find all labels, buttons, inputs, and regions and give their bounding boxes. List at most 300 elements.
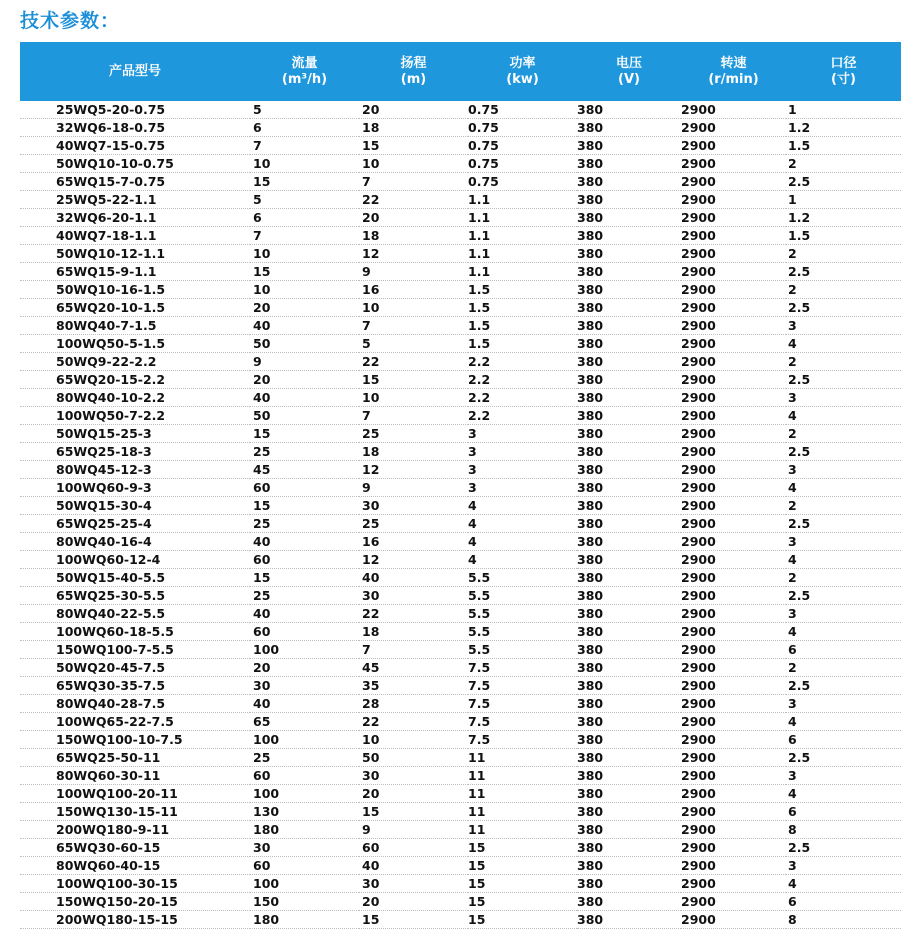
cell-diameter: 2.5 — [786, 839, 901, 857]
cell-voltage: 380 — [577, 101, 681, 119]
cell-head: 30 — [359, 497, 468, 515]
table-row — [20, 425, 901, 443]
cell-voltage: 380 — [577, 731, 681, 749]
cell-speed: 2900 — [681, 911, 786, 929]
table-row — [20, 785, 901, 803]
cell-diameter: 2.5 — [786, 263, 901, 281]
cell-speed: 2900 — [681, 677, 786, 695]
header-unit: (m) — [400, 71, 427, 87]
cell-speed: 2900 — [681, 497, 786, 515]
cell-model: 65WQ30-60-15 — [20, 839, 250, 857]
cell-model: 80WQ40-22-5.5 — [20, 605, 250, 623]
table-row — [20, 335, 901, 353]
cell-flow: 10 — [250, 245, 359, 263]
cell-flow: 15 — [250, 497, 359, 515]
cell-head: 35 — [359, 677, 468, 695]
cell-head: 15 — [359, 137, 468, 155]
table-body — [20, 101, 901, 929]
cell-speed: 2900 — [681, 443, 786, 461]
cell-speed: 2900 — [681, 803, 786, 821]
cell-head: 20 — [359, 101, 468, 119]
cell-model: 25WQ5-22-1.1 — [20, 191, 250, 209]
table-row — [20, 515, 901, 533]
cell-model: 50WQ10-10-0.75 — [20, 155, 250, 173]
cell-diameter: 6 — [786, 731, 901, 749]
table-row — [20, 371, 901, 389]
cell-model: 65WQ25-18-3 — [20, 443, 250, 461]
cell-flow: 180 — [250, 821, 359, 839]
cell-speed: 2900 — [681, 209, 786, 227]
cell-speed: 2900 — [681, 587, 786, 605]
cell-head: 22 — [359, 605, 468, 623]
cell-diameter: 6 — [786, 641, 901, 659]
table-row — [20, 137, 901, 155]
cell-power: 5.5 — [468, 605, 577, 623]
cell-diameter: 3 — [786, 605, 901, 623]
cell-diameter: 3 — [786, 317, 901, 335]
cell-flow: 20 — [250, 371, 359, 389]
cell-speed: 2900 — [681, 605, 786, 623]
table-row — [20, 155, 901, 173]
cell-head: 9 — [359, 263, 468, 281]
cell-diameter: 3 — [786, 533, 901, 551]
cell-speed: 2900 — [681, 245, 786, 263]
cell-head: 20 — [359, 785, 468, 803]
cell-power: 0.75 — [468, 155, 577, 173]
cell-diameter: 1.5 — [786, 137, 901, 155]
table-row — [20, 353, 901, 371]
cell-power: 3 — [468, 425, 577, 443]
cell-model: 80WQ40-28-7.5 — [20, 695, 250, 713]
table-row — [20, 461, 901, 479]
cell-voltage: 380 — [577, 443, 681, 461]
cell-flow: 40 — [250, 695, 359, 713]
cell-flow: 60 — [250, 551, 359, 569]
cell-head: 22 — [359, 191, 468, 209]
cell-flow: 100 — [250, 731, 359, 749]
cell-speed: 2900 — [681, 479, 786, 497]
table-row — [20, 623, 901, 641]
cell-head: 12 — [359, 551, 468, 569]
cell-model: 65WQ20-15-2.2 — [20, 371, 250, 389]
cell-speed: 2900 — [681, 263, 786, 281]
cell-voltage: 380 — [577, 227, 681, 245]
cell-power: 11 — [468, 785, 577, 803]
cell-model: 80WQ40-16-4 — [20, 533, 250, 551]
cell-speed: 2900 — [681, 515, 786, 533]
cell-voltage: 380 — [577, 191, 681, 209]
cell-diameter: 8 — [786, 821, 901, 839]
cell-head: 40 — [359, 569, 468, 587]
spec-table — [20, 42, 901, 929]
cell-power: 0.75 — [468, 119, 577, 137]
cell-flow: 40 — [250, 317, 359, 335]
cell-power: 1.5 — [468, 335, 577, 353]
table-row — [20, 803, 901, 821]
cell-diameter: 2.5 — [786, 749, 901, 767]
cell-diameter: 4 — [786, 875, 901, 893]
cell-diameter: 2.5 — [786, 371, 901, 389]
cell-flow: 40 — [250, 533, 359, 551]
table-row — [20, 641, 901, 659]
cell-speed: 2900 — [681, 191, 786, 209]
header-unit: (寸) — [831, 71, 856, 87]
table-row — [20, 821, 901, 839]
cell-head: 25 — [359, 425, 468, 443]
cell-diameter: 2.5 — [786, 443, 901, 461]
table-row — [20, 209, 901, 227]
cell-diameter: 3 — [786, 695, 901, 713]
cell-power: 7.5 — [468, 677, 577, 695]
cell-flow: 7 — [250, 227, 359, 245]
cell-head: 18 — [359, 227, 468, 245]
cell-voltage: 380 — [577, 875, 681, 893]
cell-head: 22 — [359, 353, 468, 371]
cell-voltage: 380 — [577, 767, 681, 785]
header-row — [20, 42, 901, 101]
cell-model: 100WQ60-9-3 — [20, 479, 250, 497]
cell-power: 0.75 — [468, 173, 577, 191]
cell-voltage: 380 — [577, 641, 681, 659]
cell-flow: 25 — [250, 443, 359, 461]
cell-model: 65WQ25-50-11 — [20, 749, 250, 767]
cell-voltage: 380 — [577, 515, 681, 533]
cell-model: 100WQ60-12-4 — [20, 551, 250, 569]
cell-flow: 15 — [250, 263, 359, 281]
cell-model: 32WQ6-20-1.1 — [20, 209, 250, 227]
cell-model: 50WQ20-45-7.5 — [20, 659, 250, 677]
cell-diameter: 4 — [786, 623, 901, 641]
cell-head: 50 — [359, 749, 468, 767]
cell-power: 3 — [468, 443, 577, 461]
cell-power: 4 — [468, 551, 577, 569]
cell-voltage: 380 — [577, 749, 681, 767]
cell-diameter: 2 — [786, 497, 901, 515]
table-row — [20, 191, 901, 209]
cell-speed: 2900 — [681, 119, 786, 137]
cell-flow: 40 — [250, 389, 359, 407]
header-label: 电压 — [615, 55, 642, 71]
cell-power: 1.1 — [468, 263, 577, 281]
table-row — [20, 767, 901, 785]
cell-power: 4 — [468, 497, 577, 515]
cell-head: 5 — [359, 335, 468, 353]
cell-power: 4 — [468, 515, 577, 533]
cell-speed: 2900 — [681, 317, 786, 335]
cell-speed: 2900 — [681, 749, 786, 767]
cell-diameter: 3 — [786, 857, 901, 875]
cell-voltage: 380 — [577, 623, 681, 641]
cell-power: 1.1 — [468, 209, 577, 227]
cell-head: 10 — [359, 155, 468, 173]
cell-model: 200WQ180-9-11 — [20, 821, 250, 839]
cell-voltage: 380 — [577, 605, 681, 623]
cell-model: 40WQ7-15-0.75 — [20, 137, 250, 155]
cell-diameter: 1.2 — [786, 119, 901, 137]
cell-flow: 50 — [250, 407, 359, 425]
cell-speed: 2900 — [681, 551, 786, 569]
cell-speed: 2900 — [681, 299, 786, 317]
cell-voltage: 380 — [577, 281, 681, 299]
cell-diameter: 2 — [786, 659, 901, 677]
table-row — [20, 587, 901, 605]
cell-speed: 2900 — [681, 137, 786, 155]
cell-flow: 180 — [250, 911, 359, 929]
cell-diameter: 2 — [786, 425, 901, 443]
cell-power: 1.5 — [468, 317, 577, 335]
table-row — [20, 497, 901, 515]
table-row — [20, 101, 901, 119]
cell-power: 15 — [468, 911, 577, 929]
cell-power: 11 — [468, 821, 577, 839]
cell-model: 50WQ10-12-1.1 — [20, 245, 250, 263]
cell-flow: 45 — [250, 461, 359, 479]
cell-flow: 6 — [250, 119, 359, 137]
table-row — [20, 695, 901, 713]
cell-voltage: 380 — [577, 371, 681, 389]
header-flow — [250, 42, 359, 101]
cell-voltage: 380 — [577, 713, 681, 731]
cell-model: 100WQ50-7-2.2 — [20, 407, 250, 425]
cell-flow: 60 — [250, 857, 359, 875]
cell-head: 22 — [359, 713, 468, 731]
cell-flow: 10 — [250, 155, 359, 173]
cell-model: 25WQ5-20-0.75 — [20, 101, 250, 119]
cell-head: 18 — [359, 443, 468, 461]
cell-power: 1.1 — [468, 227, 577, 245]
cell-flow: 5 — [250, 101, 359, 119]
table-row — [20, 299, 901, 317]
cell-flow: 100 — [250, 875, 359, 893]
cell-voltage: 380 — [577, 335, 681, 353]
cell-diameter: 6 — [786, 893, 901, 911]
cell-diameter: 2 — [786, 281, 901, 299]
header-label: 流量 — [291, 55, 318, 71]
cell-head: 30 — [359, 587, 468, 605]
cell-diameter: 2 — [786, 155, 901, 173]
cell-head: 9 — [359, 479, 468, 497]
cell-diameter: 4 — [786, 785, 901, 803]
table-row — [20, 677, 901, 695]
table-row — [20, 659, 901, 677]
header-label: 产品型号 — [108, 63, 161, 79]
header-label: 扬程 — [400, 55, 427, 71]
cell-head: 30 — [359, 767, 468, 785]
table-row — [20, 263, 901, 281]
cell-speed: 2900 — [681, 353, 786, 371]
cell-flow: 20 — [250, 299, 359, 317]
cell-voltage: 380 — [577, 821, 681, 839]
cell-speed: 2900 — [681, 155, 786, 173]
cell-model: 100WQ65-22-7.5 — [20, 713, 250, 731]
cell-voltage: 380 — [577, 263, 681, 281]
table-row — [20, 479, 901, 497]
cell-model: 65WQ25-25-4 — [20, 515, 250, 533]
cell-voltage: 380 — [577, 137, 681, 155]
cell-voltage: 380 — [577, 299, 681, 317]
cell-head: 20 — [359, 893, 468, 911]
cell-power: 15 — [468, 875, 577, 893]
header-label: 口径 — [830, 55, 857, 71]
cell-speed: 2900 — [681, 785, 786, 803]
cell-speed: 2900 — [681, 839, 786, 857]
cell-head: 16 — [359, 533, 468, 551]
cell-diameter: 1 — [786, 101, 901, 119]
cell-model: 50WQ10-16-1.5 — [20, 281, 250, 299]
cell-diameter: 2.5 — [786, 587, 901, 605]
cell-head: 18 — [359, 623, 468, 641]
cell-power: 11 — [468, 767, 577, 785]
cell-flow: 100 — [250, 641, 359, 659]
cell-voltage: 380 — [577, 155, 681, 173]
cell-diameter: 2.5 — [786, 677, 901, 695]
cell-head: 15 — [359, 371, 468, 389]
header-unit: (r/min) — [708, 71, 759, 87]
cell-head: 18 — [359, 119, 468, 137]
cell-power: 1.5 — [468, 281, 577, 299]
table-row — [20, 569, 901, 587]
cell-model: 80WQ60-40-15 — [20, 857, 250, 875]
cell-flow: 5 — [250, 191, 359, 209]
cell-head: 7 — [359, 641, 468, 659]
cell-diameter: 4 — [786, 551, 901, 569]
cell-diameter: 2 — [786, 569, 901, 587]
cell-power: 15 — [468, 857, 577, 875]
cell-voltage: 380 — [577, 245, 681, 263]
cell-speed: 2900 — [681, 227, 786, 245]
table-row — [20, 533, 901, 551]
cell-flow: 60 — [250, 623, 359, 641]
cell-speed: 2900 — [681, 371, 786, 389]
table-row — [20, 443, 901, 461]
cell-speed: 2900 — [681, 335, 786, 353]
table-row — [20, 551, 901, 569]
cell-head: 30 — [359, 875, 468, 893]
cell-flow: 60 — [250, 767, 359, 785]
cell-voltage: 380 — [577, 587, 681, 605]
cell-power: 7.5 — [468, 731, 577, 749]
cell-flow: 25 — [250, 587, 359, 605]
cell-head: 15 — [359, 803, 468, 821]
header-unit: (m³/h) — [281, 71, 328, 87]
header-voltage — [577, 42, 681, 101]
cell-model: 150WQ130-15-11 — [20, 803, 250, 821]
cell-head: 10 — [359, 389, 468, 407]
cell-speed: 2900 — [681, 821, 786, 839]
cell-speed: 2900 — [681, 173, 786, 191]
cell-head: 12 — [359, 461, 468, 479]
cell-head: 25 — [359, 515, 468, 533]
table-row — [20, 857, 901, 875]
table-row — [20, 407, 901, 425]
cell-diameter: 6 — [786, 803, 901, 821]
cell-model: 200WQ180-15-15 — [20, 911, 250, 929]
cell-flow: 15 — [250, 425, 359, 443]
cell-flow: 15 — [250, 173, 359, 191]
table-row — [20, 317, 901, 335]
table-row — [20, 245, 901, 263]
header-unit: (kw) — [506, 71, 539, 87]
cell-head: 9 — [359, 821, 468, 839]
cell-power: 0.75 — [468, 101, 577, 119]
cell-head: 7 — [359, 173, 468, 191]
table-row — [20, 893, 901, 911]
cell-model: 100WQ50-5-1.5 — [20, 335, 250, 353]
cell-diameter: 4 — [786, 479, 901, 497]
cell-flow: 20 — [250, 659, 359, 677]
cell-diameter: 2.5 — [786, 173, 901, 191]
cell-power: 11 — [468, 803, 577, 821]
cell-model: 65WQ25-30-5.5 — [20, 587, 250, 605]
cell-diameter: 1.5 — [786, 227, 901, 245]
cell-voltage: 380 — [577, 677, 681, 695]
table-row — [20, 227, 901, 245]
cell-model: 40WQ7-18-1.1 — [20, 227, 250, 245]
cell-speed: 2900 — [681, 659, 786, 677]
cell-diameter: 3 — [786, 461, 901, 479]
cell-head: 7 — [359, 407, 468, 425]
table-row — [20, 281, 901, 299]
cell-power: 0.75 — [468, 137, 577, 155]
cell-speed: 2900 — [681, 623, 786, 641]
cell-speed: 2900 — [681, 389, 786, 407]
cell-head: 7 — [359, 317, 468, 335]
cell-speed: 2900 — [681, 893, 786, 911]
cell-voltage: 380 — [577, 425, 681, 443]
cell-power: 15 — [468, 893, 577, 911]
cell-head: 45 — [359, 659, 468, 677]
cell-flow: 150 — [250, 893, 359, 911]
cell-head: 10 — [359, 731, 468, 749]
table-row — [20, 839, 901, 857]
cell-speed: 2900 — [681, 569, 786, 587]
cell-flow: 50 — [250, 335, 359, 353]
cell-voltage: 380 — [577, 695, 681, 713]
cell-diameter: 2 — [786, 245, 901, 263]
cell-flow: 25 — [250, 515, 359, 533]
cell-power: 3 — [468, 461, 577, 479]
header-label: 功率 — [509, 55, 536, 71]
cell-voltage: 380 — [577, 803, 681, 821]
cell-diameter: 4 — [786, 713, 901, 731]
cell-head: 20 — [359, 209, 468, 227]
cell-power: 1.5 — [468, 299, 577, 317]
cell-model: 150WQ100-7-5.5 — [20, 641, 250, 659]
cell-voltage: 380 — [577, 857, 681, 875]
cell-head: 12 — [359, 245, 468, 263]
cell-flow: 9 — [250, 353, 359, 371]
cell-power: 4 — [468, 533, 577, 551]
cell-head: 60 — [359, 839, 468, 857]
cell-diameter: 8 — [786, 911, 901, 929]
cell-flow: 30 — [250, 677, 359, 695]
cell-diameter: 1 — [786, 191, 901, 209]
cell-voltage: 380 — [577, 785, 681, 803]
cell-head: 40 — [359, 857, 468, 875]
table-row — [20, 389, 901, 407]
header-head — [359, 42, 468, 101]
cell-model: 80WQ40-10-2.2 — [20, 389, 250, 407]
cell-flow: 65 — [250, 713, 359, 731]
cell-voltage: 380 — [577, 893, 681, 911]
cell-model: 50WQ15-40-5.5 — [20, 569, 250, 587]
cell-voltage: 380 — [577, 551, 681, 569]
cell-model: 80WQ40-7-1.5 — [20, 317, 250, 335]
cell-power: 15 — [468, 839, 577, 857]
table-row — [20, 749, 901, 767]
cell-flow: 30 — [250, 839, 359, 857]
cell-voltage: 380 — [577, 569, 681, 587]
